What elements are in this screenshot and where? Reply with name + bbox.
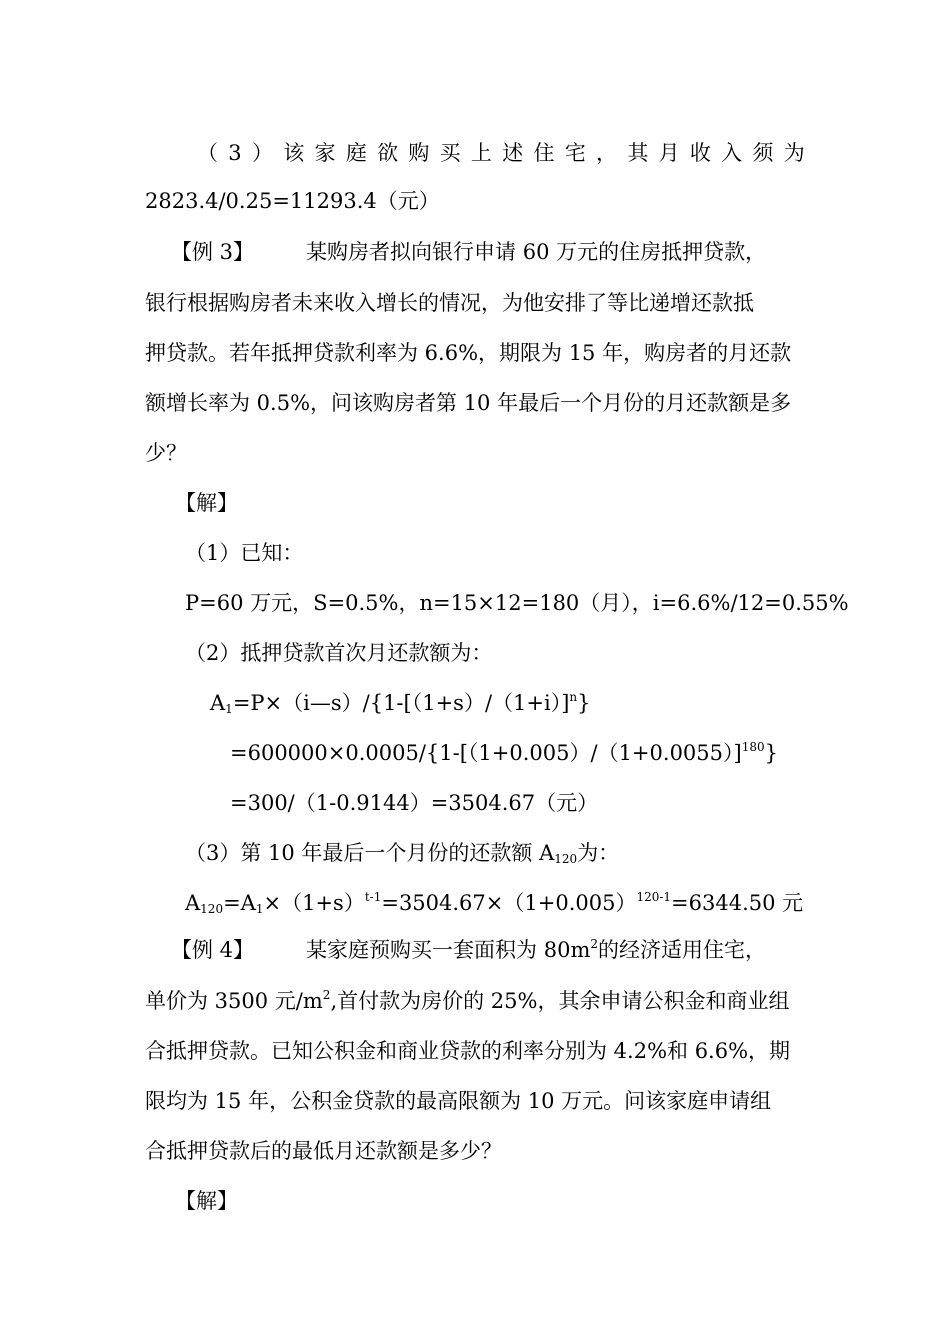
p3-char: 3 — [228, 141, 242, 165]
ex4-text: ,首付款为房价的 25%，其余申请公积金和商业组 — [330, 989, 790, 1013]
ex4-line-3: 合抵押贷款。已知公积金和商业贷款的利率分别为 4.2%和 6.6%，期 — [145, 1039, 791, 1063]
ex3-label: 【例 3】 — [171, 240, 255, 264]
ex4-text: 单价为 3500 元/m — [145, 989, 323, 1013]
ex4-label: 【例 4】 — [171, 938, 255, 962]
p3-char: 购 — [408, 141, 430, 165]
ex3-formula-4 — [185, 890, 803, 916]
formula-superscript: t-1 — [364, 890, 382, 904]
p3-char: 买 — [439, 141, 461, 165]
ex4-line-2 — [145, 988, 789, 1014]
ex3-line-4: 额增长率为 0.5%，问该购房者第 10 年最后一个月份的月还款额是多 — [145, 391, 792, 415]
p3-char: 收 — [689, 141, 711, 165]
p3-char: 上 — [470, 141, 492, 165]
formula-text: } — [577, 691, 591, 715]
ex3-line-5: 少？ — [145, 441, 187, 465]
ex3-step1-title: （1）已知： — [185, 541, 304, 565]
p3-line-2: 2823.4/0.25=11293.4（元） — [145, 189, 440, 213]
formula-subscript: 1 — [225, 702, 233, 716]
formula-superscript: 180 — [741, 740, 765, 754]
p3-char: 月 — [658, 141, 680, 165]
ex3-step1-values: P=60 万元，S=0.5%，n=15×12=180（月），i=6.6%/12=0.55% — [185, 591, 849, 615]
formula-subscript: 120 — [554, 852, 578, 866]
ex3-line-2: 银行根据购房者未来收入增长的情况，为他安排了等比递增还款抵 — [145, 291, 754, 315]
formula-text: =A — [223, 891, 256, 915]
p3-char: 其 — [627, 141, 649, 165]
p3-char: 入 — [721, 141, 743, 165]
p3-char: 住 — [533, 141, 555, 165]
p3-char: 该 — [283, 141, 305, 165]
p3-line-1 — [197, 140, 805, 166]
p3-char: 欲 — [377, 141, 399, 165]
formula-text: ×（1+s） — [263, 891, 365, 915]
formula-text: =3504.67×（1+0.005） — [381, 891, 637, 915]
ex3-solution-heading: 【解】 — [175, 491, 238, 515]
ex4-line-4: 限均为 15 年，公积金贷款的最高限额为 10 万元。问该家庭申请组 — [145, 1089, 772, 1113]
p3-char: 庭 — [345, 141, 367, 165]
ex3-formula-2 — [230, 740, 778, 766]
ex4-line-5: 合抵押贷款后的最低月还款额是多少？ — [145, 1139, 502, 1163]
ex3-text: 某购房者拟向银行申请 60 万元的住房抵押贷款， — [306, 240, 767, 264]
ex3-line-1 — [171, 239, 766, 265]
p3-char: （ — [197, 141, 218, 165]
p3-char: ） — [251, 141, 273, 165]
formula-text: =600000×0.0005/{1-[（1+0.005）/（1+0.0055）] — [230, 741, 742, 765]
formula-subscript: 1 — [255, 902, 264, 916]
ex3-formula-3: =300/（1-0.9144）=3504.67（元） — [230, 791, 599, 815]
formula-subscript: 120 — [200, 902, 224, 916]
ex3-line-3: 押贷款。若年抵押贷款利率为 6.6%，期限为 15 年，购房者的月还款 — [145, 341, 792, 365]
ex3-formula-1 — [210, 690, 591, 716]
formula-text: A — [185, 891, 201, 915]
p3-char: 述 — [502, 141, 524, 165]
ex3-step2-title: （2）抵押贷款首次月还款额为： — [185, 641, 493, 665]
formula-superscript: 120-1 — [636, 890, 672, 904]
formula-text: 为： — [577, 841, 620, 865]
p3-char: 须 — [752, 141, 774, 165]
ex4-text: 某家庭预购买一套面积为 80m — [306, 938, 591, 962]
formula-text: （3）第 10 年最后一个月份的还款额 A — [185, 841, 555, 865]
formula-text: } — [764, 741, 778, 765]
ex4-superscript: 2 — [590, 937, 598, 951]
p3-char: 为 — [783, 141, 805, 165]
ex4-superscript: 2 — [322, 988, 331, 1002]
formula-text: =6344.50 元 — [671, 891, 804, 915]
ex4-solution-heading: 【解】 — [175, 1189, 238, 1213]
ex3-step3-title — [185, 840, 619, 866]
p3-char: 家 — [314, 141, 336, 165]
p3-char: ， — [596, 141, 618, 165]
ex4-text: 的经济适用住宅， — [598, 938, 766, 962]
ex4-line-1 — [171, 937, 766, 963]
formula-text: A — [210, 691, 226, 715]
formula-superscript: n — [569, 690, 578, 704]
p3-char: 宅 — [564, 141, 586, 165]
formula-text: =P×（i—s）/{1-[（1+s）/（1+i）] — [232, 691, 570, 715]
